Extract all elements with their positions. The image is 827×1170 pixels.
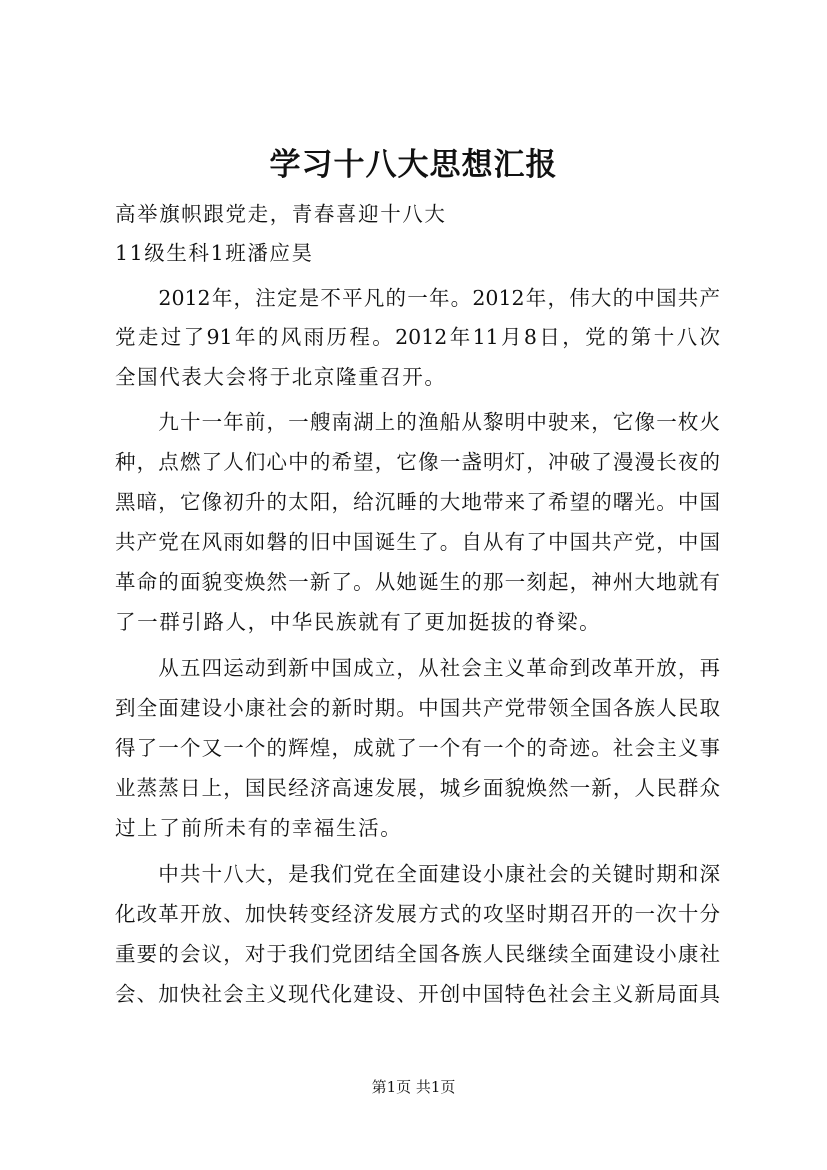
body-line: 得了一个又一个的辉煌，成就了一个有一个的奇迹。社会主义事 — [115, 736, 720, 760]
body-line: 九十一年前，一艘南湖上的渔船从黎明中驶来，它像一枚火 — [115, 410, 720, 434]
document-title: 学习十八大思想汇报 — [269, 147, 558, 183]
body-line: 化改革开放、加快转变经济发展方式的攻坚时期召开的一次十分 — [115, 902, 720, 926]
body-line: 会、加快社会主义现代化建设、开创中国特色社会主义新局面具 — [115, 982, 720, 1006]
page-footer: 第1页 共1页 — [371, 1078, 456, 1096]
body-line: 重要的会议，对于我们党团结全国各族人民继续全面建设小康社 — [115, 942, 720, 966]
body-line: 全国代表大会将于北京隆重召开。 — [115, 365, 447, 389]
body-line: 黑暗，它像初升的太阳，给沉睡的大地带来了希望的曙光。中国 — [115, 490, 720, 514]
body-line: 共产党在风雨如磐的旧中国诞生了。自从有了中国共产党，中国 — [115, 530, 720, 554]
document-subtitle: 高举旗帜跟党走，青春喜迎十八大 — [115, 202, 447, 226]
body-line: 革命的面貌变焕然一新了。从她诞生的那一刻起，神州大地就有 — [115, 570, 720, 594]
body-line: 业蒸蒸日上，国民经济高速发展，城乡面貌焕然一新，人民群众 — [115, 776, 720, 800]
body-line: 过上了前所未有的幸福生活。 — [115, 816, 403, 840]
body-line: 从五四运动到新中国成立，从社会主义革命到改革开放，再 — [115, 656, 720, 680]
body-line: 到全面建设小康社会的新时期。中国共产党带领全国各族人民取 — [115, 696, 720, 720]
document-author: 11级生科1班潘应昊 — [115, 241, 314, 265]
body-line: 了一群引路人，中华民族就有了更加挺拔的脊梁。 — [115, 610, 602, 634]
body-line: 党走过了91年的风雨历程。2012年11月8日，党的第十八次 — [115, 325, 720, 349]
body-line: 中共十八大，是我们党在全面建设小康社会的关键时期和深 — [115, 862, 720, 886]
body-line: 种，点燃了人们心中的希望，它像一盏明灯，冲破了漫漫长夜的 — [115, 450, 720, 474]
body-line: 2012年，注定是不平凡的一年。2012年，伟大的中国共产 — [115, 286, 720, 310]
